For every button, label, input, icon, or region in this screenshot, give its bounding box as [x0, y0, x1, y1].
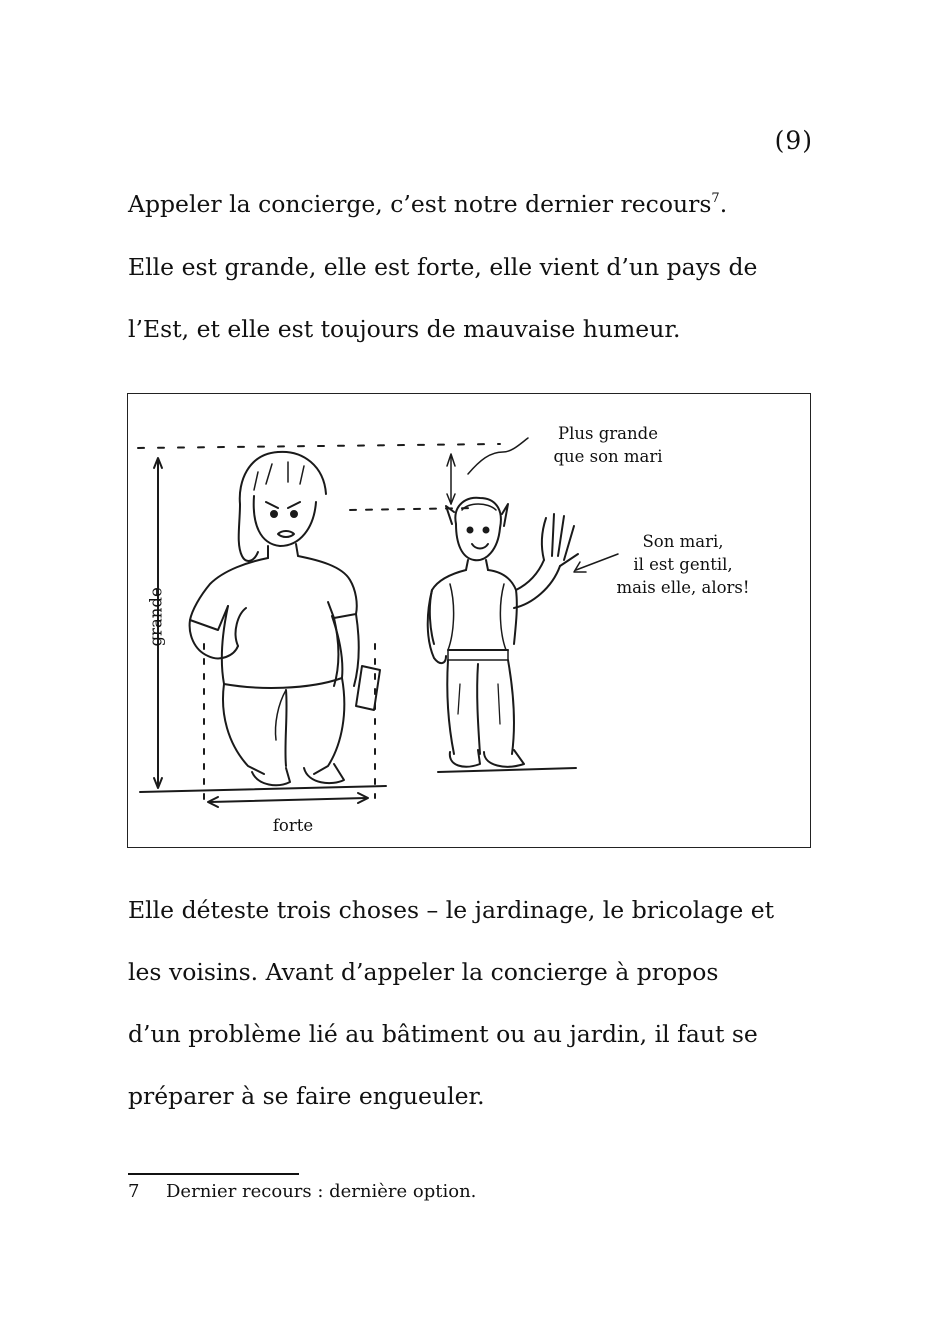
page-number: (9) — [774, 126, 813, 155]
text-line — [128, 190, 727, 218]
footnote-divider — [128, 1173, 299, 1175]
footnote-reference[interactable]: 7 — [711, 191, 720, 206]
footnote-text: Dernier recours : dernière option. — [166, 1181, 477, 1202]
text-line: préparer à se faire engueuler. — [128, 1082, 485, 1110]
text-line: Elle est grande, elle est forte, elle vient d’un pays de — [128, 253, 758, 281]
text-line: d’un problème lié au bâtiment ou au jardin, il faut se — [128, 1020, 758, 1048]
label-line: il est gentil, — [633, 555, 733, 574]
illustration-figure — [127, 393, 811, 848]
ground-line-left — [140, 786, 386, 792]
footnote — [128, 1181, 476, 1202]
label-line: mais elle, alors! — [616, 578, 750, 597]
text-line: l’Est, et elle est toujours de mauvaise humeur. — [128, 315, 681, 343]
ground-line-right — [438, 768, 576, 772]
text-line-content: Appeler la concierge, c’est notre dernier recours — [128, 190, 712, 218]
label-taller-than-husband — [523, 422, 693, 468]
text-line: Elle déteste trois choses – le jardinage, le bricolage et — [128, 896, 775, 924]
footnote-number: 7 — [128, 1181, 140, 1202]
label-line: que son mari — [553, 447, 663, 466]
label-width-forte: forte — [272, 816, 314, 835]
label-line: Son mari, — [642, 532, 724, 551]
height-dashed-line — [138, 444, 500, 448]
husband-figure — [428, 498, 578, 767]
line-punctuation: . — [719, 190, 728, 218]
concierge-figure — [190, 452, 380, 785]
label-height-grande: grande — [146, 587, 166, 647]
text-line: les voisins. Avant d’appeler la concierge à propos — [128, 958, 719, 986]
width-arrow — [210, 798, 366, 802]
label-husband-kind — [598, 530, 768, 599]
label-line: Plus grande — [558, 424, 658, 443]
concierge-sketch — [128, 394, 812, 849]
